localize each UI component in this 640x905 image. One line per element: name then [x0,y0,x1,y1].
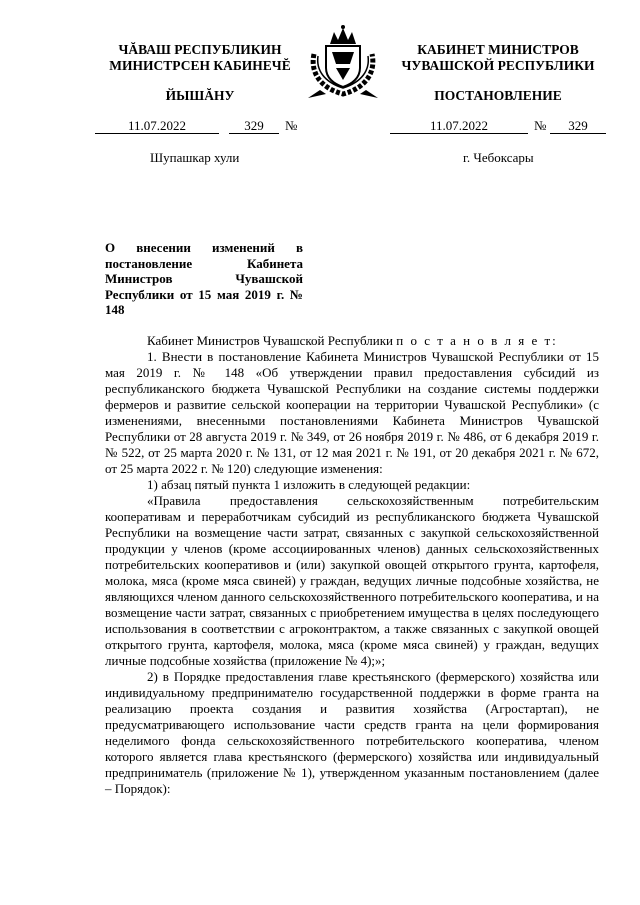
header-russian-line1: КАБИНЕТ МИНИСТРОВ [417,42,579,57]
paragraph-4: 2) в Порядке предоставления главе крестьянского (фермерского) хозяйства или индивидуальному предпринимателю государственной поддержки в форме гранта на реализацию проекта создания и развития хозяйства (Агростартап), не предусматривающего использование части средств гранта на цели формирования неделимого фонда сельскохозяйственного потребительского кооператива, членом которого является глава крестьянского (фермерского) хозяйства или индивидуальный предприниматель (приложение № 1), утвержденном указанным постановлением (далее – Порядок): [105,669,599,796]
document-body [105,333,599,797]
date-number-line-russian [390,118,606,134]
header-russian [390,42,606,74]
document-number: 329 [229,118,279,134]
chuvash-coat-of-arms-icon [300,24,386,100]
document-subject: О внесении изменений в постановление Кабинета Министров Чувашской Республики от 15 мая 2019 г. № 148 [105,240,303,317]
paragraph-1: 1. Внести в постановление Кабинета Министров Чувашской Республики от 15 мая 2019 г. № 148 «Об утверждении правил предоставления субсидий из республиканского бюджета Чувашской Республики на создание системы поддержки фермеров и развитие сельской кооперации на территории Чувашской Республики» (с изменениями, внесенными постановлениями Кабинета Министров Чувашской Республики от 28 августа 2019 г. № 349, от 26 ноября 2019 г. № 486, от 6 декабря 2019 г. № 522, от 25 марта 2020 г. № 131, от 12 мая 2021 г. № 191, от 20 декабря 2021 г. № 672, от 25 марта 2022 г. № 120) следующие изменения: [105,349,599,476]
paragraph-3: «Правила предоставления сельскохозяйственным потребительским кооперативам и переработчикам субсидий из республиканского бюджета Чувашской Республики на возмещение части затрат, связанных с закупкой сельскохозяйственной продукции у членов (кроме ассоциированных членов) данных сельскохозяйственных потребительских кооперативов и (или) закупкой овощей открытого грунта, картофеля, молока, мяса (кроме мяса свиней) у граждан, ведущих личные подсобные хозяйства, не являющихся членом данного сельскохозяйственного потребительского кооператива, и на возмещение части затрат, связанных с приобретением имущества в целях последующего использования в соответствии с агроконтрактом, а также связанных с закупкой овощей открытого грунта, картофеля, молока, мяса (кроме мяса свиней) у граждан, ведущих личные подсобные хозяйства (приложение № 4);»; [105,493,599,668]
header-chuvash [95,42,305,74]
header-chuvash-line1: ЧĂВАШ РЕСПУБЛИКИН [118,42,282,57]
number-sign: № [534,118,547,133]
number-sign: № [285,118,298,133]
city-chuvash: Шупашкар хули [150,150,240,165]
paragraph-2: 1) абзац пятый пункта 1 изложить в следующей редакции: [147,477,471,492]
document-date: 11.07.2022 [95,118,219,134]
date-number-line-chuvash [95,118,305,134]
document-number: 329 [550,118,606,134]
city-russian: г. Чебоксары [463,150,534,165]
doc-type-russian: ПОСТАНОВЛЕНИЕ [434,88,562,103]
header-russian-line2: ЧУВАШСКОЙ РЕСПУБЛИКИ [401,58,595,73]
intro-paragraph [105,333,599,349]
doc-type-chuvash: ЙЫШĂНУ [165,88,235,103]
header-chuvash-line2: МИНИСТРСЕН КАБИНЕЧĔ [109,58,291,73]
document-date: 11.07.2022 [390,118,528,134]
intro-lead: Кабинет Министров Чувашской Республики [147,333,393,348]
intro-verb: п о с т а н о в л я е т: [396,333,558,348]
